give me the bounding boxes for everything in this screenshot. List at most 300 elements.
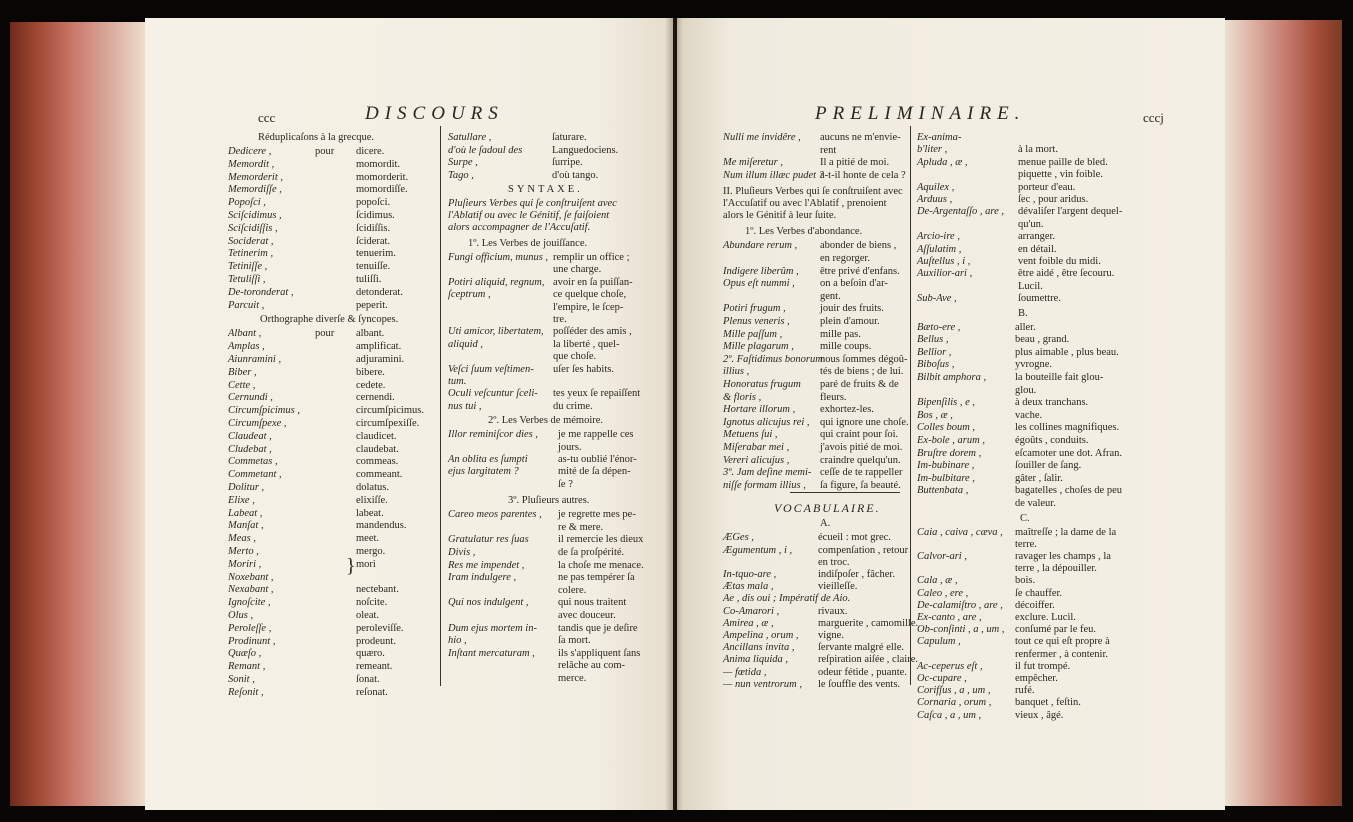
vocab-entry-latin: Bellus , — [917, 334, 949, 346]
vocab-entry-gloss: les collines magnifiques. — [1015, 422, 1120, 434]
entry-gloss: ſe ? — [558, 478, 573, 490]
vocab-entry-latin: Im-bulbitare , — [917, 472, 975, 484]
entry-gloss: ſa figure, ſa beauté. — [820, 479, 901, 491]
word-row-gloss: quæro. — [356, 648, 385, 660]
vocab-entry-latin: Anima liquida , — [723, 654, 789, 666]
entry-latin: An oblita es ſumpti — [448, 454, 528, 465]
vocab-entry-latin: Cornaria , orum , — [917, 697, 992, 709]
word-row-latin: Biber , — [228, 366, 257, 378]
vocab-entry-latin: In-tquo-are , — [723, 569, 777, 580]
entry-gloss: paré de fruits & de — [820, 379, 899, 390]
word-row-gloss: elixiſſe. — [356, 494, 388, 506]
vocab-entry-gloss: bagatelles , choſes de peu — [1015, 485, 1122, 497]
entry-gloss: je me rappelle ces — [558, 429, 634, 441]
entry-gloss: mité de ſa dépen- — [558, 466, 631, 478]
vocab-entry-gloss: glou. — [1015, 384, 1037, 396]
vocab-entry-latin: Ampelina , orum , — [723, 630, 799, 641]
entry-gloss: qui nous traitent — [558, 597, 627, 609]
word-row-gloss: amplificat. — [356, 341, 402, 353]
word-row-latin: Cernundi , — [228, 392, 273, 404]
vocab-entry-gloss: le ſouffle des vents. — [818, 678, 901, 690]
word-row-latin: Reſonit , — [228, 686, 264, 698]
entry-latin: Auſtellus , i , — [917, 256, 971, 267]
entry-latin: & floris , — [723, 391, 762, 403]
entry-latin: Dum ejus mortem in- — [448, 622, 537, 634]
entry-latin: Iram indulgere , — [448, 572, 517, 584]
entry-gloss: de ſa proſpérité. — [558, 547, 625, 558]
word-row-latin: Albant , — [228, 328, 262, 340]
vocab-entry-latin: Capulum , — [917, 636, 961, 648]
entry-gloss: être privé d'enfans. — [820, 265, 900, 277]
entry-latin: Opus eſt nummi , — [723, 278, 795, 290]
word-row-latin: Prodinunt , — [228, 635, 276, 647]
entry-latin: b'liter , — [917, 144, 948, 156]
entry-latin: tum. — [448, 376, 467, 387]
letter-heading: B. — [1018, 307, 1028, 319]
vocab-entry-gloss: eſcamoter une dot. Afran. — [1015, 447, 1122, 459]
word-row-gloss: adjuramini. — [356, 354, 405, 365]
word-row-gloss: cedete. — [356, 379, 386, 391]
entry-latin: Vereri alicujus , — [723, 454, 790, 466]
word-row-gloss: claudicet. — [356, 430, 397, 442]
vocab-entry-gloss: conſumé par le feu. — [1015, 624, 1097, 636]
word-row-gloss: momordit. — [356, 158, 401, 170]
brace: } — [346, 555, 356, 577]
entry-gloss: jouir des fruits. — [820, 303, 884, 315]
entry-latin: Potiri aliquid, regnum, — [448, 276, 545, 288]
word-row-latin: Commetant , — [228, 469, 282, 481]
entry-latin: niſſe formam illius , — [723, 479, 806, 491]
entry-gloss: tés de biens ; de lui. — [820, 366, 904, 378]
paragraph: l'Accuſatif ou avec l'Ablatif , prenoient — [723, 198, 887, 210]
vocab-entry-gloss: exclure. Lucil. — [1015, 612, 1076, 623]
vocab-entry-gloss: il fut trompé. — [1015, 660, 1071, 672]
entry-gloss: piquette , vin foible. — [1018, 169, 1103, 181]
entry-latin: Ex-anima- — [917, 132, 962, 143]
word-row-latin: Circumſpicimus , — [228, 405, 300, 417]
word-row-latin: Memordiſſe , — [228, 184, 282, 196]
word-row-latin: Amplas , — [228, 341, 265, 353]
vocab-entry-latin: — nun ventrorum , — [723, 678, 802, 690]
vocab-entry-latin: Ae , dis oui ; Impératif de Aio. — [723, 593, 851, 605]
entry-gloss: craindre quelqu'un. — [820, 454, 901, 466]
vocab-entry-latin: Ac-ceperus eſt , — [917, 660, 983, 672]
book-gutter — [665, 18, 683, 810]
vocab-entry-gloss: vieilleſſe. — [818, 581, 858, 593]
paragraph: II. Pluſieurs Verbes qui ſe conſtruiſent avec — [723, 186, 903, 198]
right-page-number: cccj — [1143, 110, 1164, 125]
word-row-latin: Tetuliſſi , — [228, 274, 266, 285]
entry-gloss: dévaliſer l'argent dequel- — [1018, 206, 1123, 218]
section-heading: Réduplicaſons à la grecque. — [258, 132, 375, 143]
word-row-latin: Noxebant , — [228, 571, 274, 583]
entry-gloss: être aidé , être ſecouru. — [1018, 268, 1115, 280]
entry-gloss: avoir en ſa puiſſan- — [553, 276, 633, 288]
entry-gloss: une charge. — [553, 264, 602, 276]
word-row-gloss: detonderat. — [356, 286, 403, 298]
word-row-latin: Dolitur , — [228, 482, 265, 493]
vocab-entry-gloss: ſe chauffer. — [1015, 587, 1063, 599]
vocab-entry-gloss: plus aimable , plus beau. — [1015, 346, 1119, 358]
vocab-entry-gloss: aller. — [1015, 321, 1036, 333]
entry-gloss: il remercie les dieux — [558, 534, 644, 546]
entry-latin: Aquilex , — [917, 181, 955, 193]
intro-text: l'Ablatif ou avec le Génitif, ſe faiſoient — [448, 210, 610, 221]
word-row-latin: Circumſpexe , — [228, 418, 287, 429]
word-row-gloss: tenuerim. — [356, 248, 396, 260]
word-row-latin: De-toronderat , — [228, 286, 294, 298]
word-row-latin: Remant , — [228, 661, 266, 673]
vocab-entry-gloss: empêcher. — [1015, 673, 1058, 684]
word-row-latin: Merto , — [228, 546, 259, 557]
word-row-latin: Meas , — [228, 533, 256, 545]
word-row-gloss: peroleviſſe. — [356, 622, 404, 634]
vocab-entry-latin: Oc-cupare , — [917, 673, 967, 684]
vocab-entry-latin: Im-bubinare , — [917, 460, 975, 472]
vocab-entry-latin: Ex-bole , arum , — [917, 435, 985, 446]
entry-gloss: ſurripe. — [552, 157, 583, 168]
word-row-latin: Memorderit , — [228, 171, 284, 183]
vocab-entry-gloss: marguerite , camomille. — [818, 617, 919, 629]
entry-latin: Indigere liberûm , — [723, 265, 799, 277]
left-running-head: DISCOURS — [365, 103, 504, 124]
entry-gloss: plein d'amour. — [820, 316, 880, 327]
entry-gloss: l'empire, le ſcep- — [553, 301, 624, 313]
entry-latin: Fungi officium, munus , — [448, 252, 549, 263]
vocab-entry-gloss: yvrogne. — [1015, 359, 1053, 371]
entry-latin: Auxilior-ari , — [917, 268, 973, 280]
entry-gloss: colere. — [558, 584, 587, 596]
entry-latin: Veſci ſuum veſtimen- — [448, 363, 534, 375]
vocab-entry-gloss: reſpiration aiſée , claire. — [818, 654, 918, 666]
entry-gloss: rent — [820, 144, 837, 156]
vocab-entry-latin: Bipenſilis , e , — [917, 397, 976, 409]
entry-gloss: gent. — [820, 290, 841, 302]
entry-latin: aliquid , — [448, 338, 484, 350]
word-row-latin: Commetas , — [228, 456, 278, 468]
vocab-entry-latin: Corifſus , a , um , — [917, 685, 991, 697]
left-page-edge — [10, 22, 150, 806]
pour-label: pour — [315, 146, 335, 157]
entry-gloss: Languedociens. — [552, 144, 619, 156]
word-row-gloss: nectebant. — [356, 584, 399, 596]
entry-latin: Qui nos indulgent , — [448, 597, 529, 609]
subsection-heading: 1º. Les Verbes d'abondance. — [745, 226, 863, 238]
word-row-latin: Aiunramini , — [228, 354, 282, 365]
vocab-entry-latin: Caleo , ere , — [917, 587, 969, 599]
vocab-entry-latin: Bos , æ , — [917, 409, 953, 421]
word-row-gloss: noſcite. — [356, 597, 388, 609]
vocab-entry-gloss: rivaux. — [818, 605, 848, 617]
word-row-gloss: momorderit. — [356, 171, 409, 183]
entry-latin: De-Argentaſſo , are , — [917, 206, 1004, 218]
entry-gloss: ſa mort. — [558, 635, 591, 647]
subsection-heading: 1º. Les Verbes de jouiſſance. — [468, 238, 588, 249]
entry-gloss: Lucil. — [1018, 280, 1043, 292]
word-row-gloss: tenuiſſe. — [356, 261, 391, 273]
entry-gloss: a-t-il honte de cela ? — [820, 169, 906, 181]
word-row-latin: Sciſcidimus , — [228, 210, 282, 221]
entry-gloss: qu'un. — [1018, 218, 1044, 230]
entry-latin: nus tui , — [448, 400, 482, 412]
entry-gloss: avec douceur. — [558, 610, 616, 621]
word-row-latin: Cette , — [228, 379, 256, 391]
entry-gloss: en regorger. — [820, 253, 870, 264]
entry-latin: Res me impendet , — [448, 559, 525, 571]
entry-gloss: ceſſe de te rappeller — [820, 467, 903, 479]
word-row-gloss: reſonat. — [356, 686, 388, 698]
vocab-entry-latin: Amirea , æ , — [723, 617, 774, 629]
vocab-entry-gloss: renfermer , à contenir. — [1015, 648, 1108, 660]
word-row-latin: Memordit , — [228, 158, 275, 170]
entry-latin: Mille plagarum , — [723, 341, 794, 353]
entry-gloss: que choſe. — [553, 351, 597, 363]
word-row-gloss: circumſpexiſſe. — [356, 418, 420, 429]
word-row-gloss: claudebat. — [356, 443, 399, 455]
vocab-entry-latin: Caſca , a , um , — [917, 709, 982, 721]
entry-gloss: la choſe me menace. — [558, 559, 644, 571]
word-row-gloss: prodeunt. — [356, 635, 396, 647]
entry-gloss: qui craint pour ſoi. — [820, 429, 899, 441]
vocab-entry-latin: Ancillans invita , — [723, 642, 795, 654]
entry-gloss: ce quelque choſe, — [553, 289, 627, 301]
vocab-entry-latin: Colles boum , — [917, 422, 976, 434]
entry-latin: hio , — [448, 635, 467, 647]
word-row-gloss: mergo. — [356, 546, 386, 557]
vocab-entry-gloss: vigne. — [818, 630, 844, 641]
subsection-heading: 3º. Pluſieurs autres. — [508, 495, 590, 507]
entry-latin: d'où le ſadoul des — [448, 144, 523, 156]
vocab-entry-gloss: gâter , ſalir. — [1015, 472, 1063, 484]
letter-heading: C. — [1020, 512, 1030, 524]
entry-latin: Num illum illæc pudet ? — [723, 169, 824, 181]
word-row-latin: Elixe , — [228, 494, 255, 506]
vocab-entry-latin: Cala , æ , — [917, 575, 958, 587]
word-row-gloss: ſciderat. — [356, 235, 391, 247]
vocab-entry-gloss: décoiffer. — [1015, 599, 1055, 611]
word-row-gloss: bibere. — [356, 366, 385, 378]
entry-gloss: je regrette mes pe- — [558, 509, 636, 521]
word-row-latin: Quæſo , — [228, 648, 262, 660]
entry-gloss: ils s'appliquent ſans — [558, 647, 641, 659]
entry-latin: Nulli me invidêre , — [723, 132, 801, 143]
column-divider — [440, 126, 441, 686]
word-row-latin: Tetinerim , — [228, 248, 274, 260]
vocab-entry-gloss: en troc. — [818, 556, 850, 568]
vocab-entry-latin: Caia , caiva , cæva , — [917, 526, 1003, 538]
entry-gloss: exhortez-les. — [820, 404, 874, 416]
entry-latin: ſceptrum , — [448, 289, 491, 301]
right-running-head: PRELIMINAIRE. — [815, 103, 1026, 124]
entry-latin: Uti amicor, libertatem, — [448, 326, 544, 338]
word-row-latin: Claudeat , — [228, 430, 272, 442]
entry-gloss: merce. — [558, 673, 587, 684]
entry-gloss: ſec , pour aridus. — [1018, 194, 1089, 205]
vocab-entry-gloss: bois. — [1015, 575, 1036, 587]
word-row-gloss: meet. — [356, 533, 380, 545]
entry-gloss: arranger. — [1018, 231, 1056, 243]
left-page-number: ccc — [258, 110, 276, 125]
entry-latin: Me miſeretur , — [723, 157, 783, 169]
entry-latin: 3º. Jam deſine memi- — [723, 467, 812, 479]
paragraph: alors le Génitif à leur ſuite. — [723, 210, 837, 222]
word-row-latin: Dedicere , — [228, 146, 272, 157]
entry-gloss: on a beſoin d'ar- — [820, 278, 888, 290]
entry-latin: Surpe , — [448, 157, 478, 168]
word-row-latin: Parcuit , — [228, 299, 265, 311]
entry-latin: Divis , — [448, 547, 476, 558]
entry-gloss: la liberté , quel- — [553, 338, 620, 350]
vocab-entry-gloss: la bouteille fait glou- — [1015, 372, 1104, 383]
entry-gloss: remplir un office ; — [553, 252, 630, 263]
vocab-entry-gloss: odeur fétide , puante. — [818, 666, 907, 678]
vocab-entry-latin: Bellior , — [917, 346, 952, 358]
entry-latin: Satullare , — [448, 132, 492, 143]
vocab-entry-gloss: compenſation , retour — [818, 544, 909, 556]
entry-latin: Plenus veneris , — [723, 316, 790, 327]
vocab-entry-latin: — fœtida , — [723, 666, 767, 678]
right-page-edge — [1222, 20, 1342, 806]
entry-gloss: re & mere. — [558, 521, 604, 533]
entry-latin: Gratulatur res ſuas — [448, 534, 529, 546]
word-row-gloss: circumſpicimus. — [356, 405, 424, 417]
entry-gloss: jours. — [558, 441, 582, 453]
vocab-entry-gloss: à deux tranchans. — [1015, 397, 1089, 409]
entry-latin: Ignotus alicujus rei , — [723, 416, 810, 428]
vocab-entry-gloss: égoûts , conduits. — [1015, 435, 1089, 446]
vocab-entry-gloss: ſervante malgré elle. — [818, 642, 904, 654]
entry-latin: Miſerabar mei , — [723, 442, 790, 453]
entry-gloss: relâche au com- — [558, 660, 626, 672]
vocab-entry-latin: Ætas mala , — [723, 581, 774, 593]
word-row-gloss: dolatus. — [356, 482, 389, 493]
word-row-gloss: albant. — [356, 328, 385, 340]
section-title: SYNTAXE. — [508, 184, 583, 195]
entry-gloss: menue paille de bled. — [1018, 156, 1108, 168]
word-row-latin: Ignoſcite , — [228, 597, 271, 609]
word-row-gloss: remeant. — [356, 661, 393, 673]
vocabulary-title: VOCABULAIRE. — [774, 501, 881, 516]
vocab-entry-latin: Calvor-ari , — [917, 551, 967, 562]
section-rule — [790, 492, 900, 493]
intro-text: Pluſieurs Verbes qui ſe conſtruiſent avec — [448, 198, 617, 209]
vocab-entry-gloss: de valeur. — [1015, 498, 1056, 509]
word-row-latin: Popoſci , — [228, 197, 266, 209]
vocab-entry-latin: Bilbit amphora , — [917, 372, 987, 383]
word-row-latin: Manſat , — [228, 520, 264, 532]
entry-latin: Metuens ſui , — [723, 429, 778, 441]
entry-gloss: abonder de biens , — [820, 240, 897, 252]
word-row-latin: Sonit , — [228, 674, 255, 685]
entry-latin: illius , — [723, 366, 750, 378]
entry-gloss: Il a pitié de moi. — [820, 157, 890, 169]
word-row-latin: Labeat , — [228, 507, 263, 519]
entry-latin: Sub-Ave , — [917, 293, 957, 305]
column-divider-right — [910, 126, 911, 496]
entry-latin: ejus largitatem ? — [448, 466, 519, 478]
letter-heading: A. — [820, 518, 831, 530]
entry-latin: Abundare rerum , — [723, 240, 798, 252]
vocab-entry-latin: Buttenbata , — [917, 485, 969, 497]
word-row-gloss: dicere. — [356, 146, 385, 157]
entry-gloss: du crime. — [553, 400, 593, 412]
entry-gloss: d'où tango. — [552, 169, 599, 181]
vocab-entry-latin: Ob-conſinti , a , um , — [917, 624, 1005, 636]
vocab-entry-gloss: rufé. — [1015, 685, 1035, 697]
word-row-gloss: commeas. — [356, 456, 399, 468]
vocab-entry-gloss: banquet , feſtin. — [1015, 697, 1081, 709]
subsection-heading: 2º. Les Verbes de mémoire. — [488, 415, 604, 427]
word-row-gloss: commeant. — [356, 469, 403, 481]
entry-gloss: mille coups. — [820, 341, 872, 353]
entry-latin: Oculi veſcuntur ſceli- — [448, 388, 538, 400]
entry-gloss: en détail. — [1018, 243, 1057, 255]
word-row-gloss: popoſci. — [356, 197, 391, 209]
entry-latin: Hortare illorum , — [723, 404, 796, 416]
entry-latin: Inſtant mercaturam , — [448, 647, 535, 659]
word-row-gloss: labeat. — [356, 507, 384, 519]
entry-gloss: poſſéder des amis , — [553, 326, 632, 338]
entry-latin: Aſſulatim , — [917, 243, 962, 255]
vocab-entry-gloss: vieux , âgé. — [1015, 709, 1064, 721]
entry-gloss: ſaturare. — [552, 132, 587, 143]
word-row-gloss: momordiſſe. — [356, 184, 408, 196]
word-row-gloss: ſcidiſſis. — [356, 222, 391, 234]
word-row-gloss: ſonat. — [356, 674, 380, 685]
word-row-latin: Moriri , — [228, 558, 262, 570]
word-row-latin: Tetiniſſe , — [228, 261, 268, 273]
vocab-entry-latin: De-calamiſtro , are , — [917, 599, 1003, 611]
word-row-gloss: cernendi. — [356, 392, 395, 404]
vocab-entry-gloss: maîtreſſe ; la dame de la — [1015, 526, 1117, 538]
entry-gloss: ſoumettre. — [1018, 293, 1061, 305]
word-row-latin: Cludebat , — [228, 443, 272, 455]
vocab-entry-gloss: indiſpoſer , fâcher. — [818, 569, 895, 580]
word-row-latin: Sociderat , — [228, 235, 274, 247]
word-row-latin: Nexabant , — [228, 584, 274, 596]
vocab-entry-gloss: écueil : mot grec. — [818, 532, 891, 544]
vocab-entry-latin: Biboſus , — [917, 359, 955, 371]
word-row-gloss: oleat. — [356, 610, 380, 621]
entry-gloss: mille pas. — [820, 328, 861, 340]
entry-latin: Potiri frugum , — [723, 303, 786, 315]
section-heading: Orthographe diverſe & ſyncopes. — [260, 314, 399, 326]
vocab-entry-latin: Bruſtre dorem , — [917, 447, 982, 459]
entry-latin: Illor reminiſcor dies , — [448, 429, 539, 441]
entry-gloss: as-tu oublié l'énor- — [558, 454, 637, 465]
entry-latin: Arduus , — [917, 194, 953, 205]
entry-latin: Arcio-ire , — [917, 231, 960, 243]
vocab-entry-latin: ÆGes , — [723, 532, 754, 544]
pour-label: pour — [315, 328, 335, 340]
vocab-entry-gloss: ſouiller de ſang. — [1015, 460, 1082, 472]
entry-gloss: à la mort. — [1018, 144, 1058, 156]
entry-gloss: qui ignore une choſe. — [820, 416, 909, 428]
entry-gloss: ne pas tempérer ſa — [558, 572, 635, 584]
word-row-gloss: mori — [356, 558, 376, 570]
word-row-gloss: peperit. — [356, 299, 388, 311]
entry-gloss: tes yeux ſe repaiſſent — [553, 388, 641, 400]
intro-text: alors accompagner de l'Accuſatif. — [448, 222, 591, 233]
word-row-latin: Olus , — [228, 610, 254, 621]
entry-latin: Mille paſſum , — [723, 328, 783, 340]
vocab-entry-latin: Bæto-ere , — [917, 321, 961, 333]
vocab-entry-latin: Ex-canto , are , — [917, 612, 982, 623]
word-row-gloss: mandendus. — [356, 520, 407, 532]
vocab-entry-latin: Co-Amarori , — [723, 605, 780, 617]
entry-gloss: aucuns ne m'envie- — [820, 132, 901, 143]
entry-gloss: vent foible du midi. — [1018, 256, 1101, 267]
